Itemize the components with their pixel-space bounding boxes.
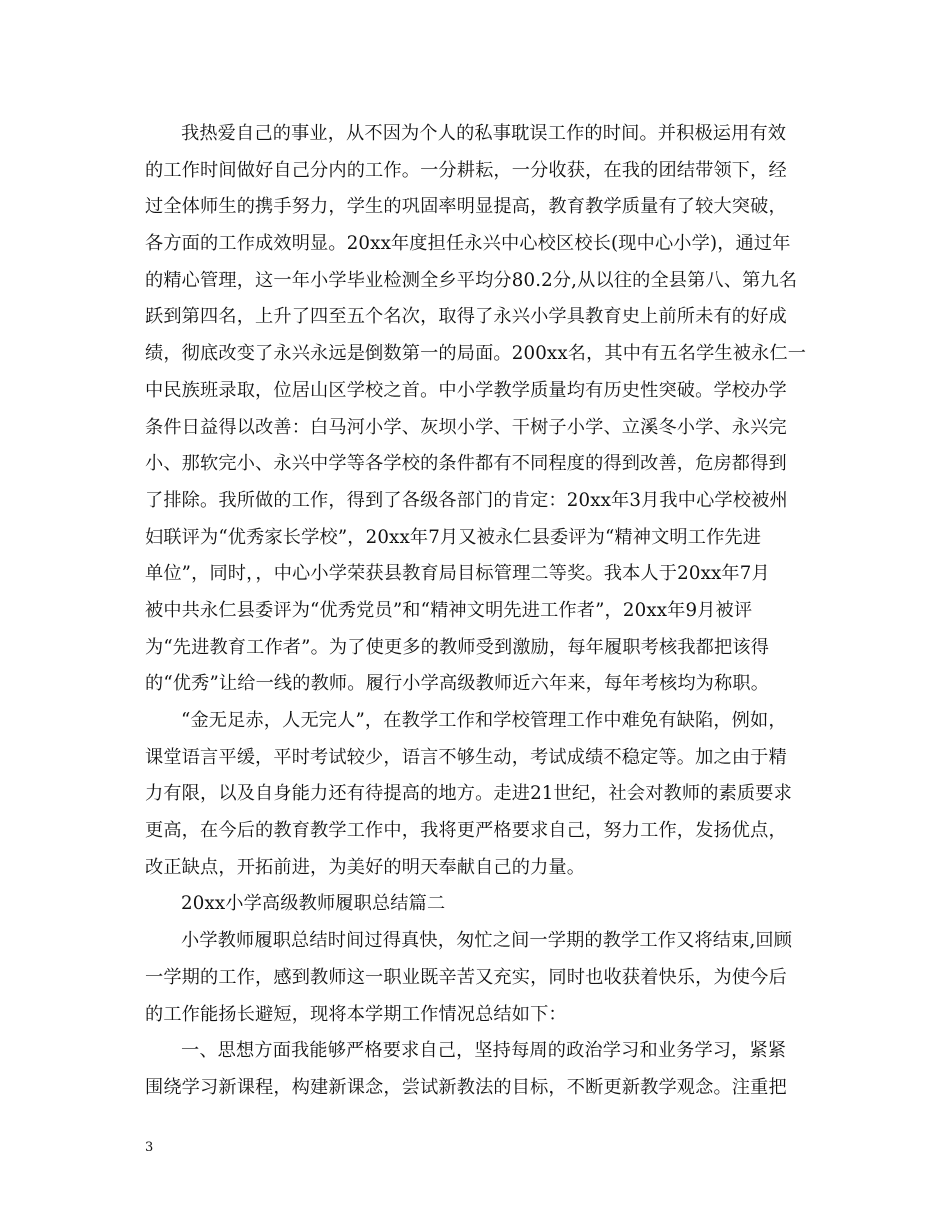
text-line: 为“先进教育工作者”。为了使更多的教师受到激励，每年履职考核我都把该得 bbox=[145, 636, 770, 658]
text-line: “金无足赤，人无完人”，在教学工作和学校管理工作中难免有缺陷，例如， bbox=[181, 710, 787, 731]
text-line: 的工作能扬长避短，现将本学期工作情况总结如下： bbox=[145, 1003, 567, 1025]
text-line: 小学教师履职总结时间过得真快，匆忙之间一学期的教学工作又将结束,回顾 bbox=[181, 930, 793, 952]
text-line: 的“优秀”让给一线的教师。履行小学高级教师近六年来，每年考核均为称职。 bbox=[145, 673, 770, 695]
text-line: 课堂语言平缓，平时考试较少，语言不够生动，考试成绩不稳定等。加之由于精 bbox=[145, 746, 787, 768]
paragraph bbox=[145, 116, 813, 703]
text-line: 妇联评为“优秀家长学校”，20xx年7月又被永仁县委评为“精神文明工作先进 bbox=[145, 526, 762, 548]
paragraph bbox=[145, 1033, 813, 1106]
text-line: 20xx小学高级教师履职总结篇二 bbox=[181, 893, 446, 915]
text-line: 各方面的工作成效明显。20xx年度担任永兴中心校区校长(现中心小学)，通过年 bbox=[145, 233, 791, 255]
paragraph bbox=[145, 703, 813, 886]
text-line: 的工作时间做好自己分内的工作。一分耕耘，一分收获，在我的团结带领下，经 bbox=[145, 159, 787, 181]
paragraph bbox=[145, 923, 813, 1033]
text-line: 过全体师生的携手努力，学生的巩固率明显提高，教育教学质量有了较大突破， bbox=[145, 196, 787, 218]
text-line: 围绕学习新课程，构建新课念，尝试新教法的目标，不断更新教学观念。注重把 bbox=[145, 1076, 787, 1098]
paragraph bbox=[145, 886, 813, 923]
text-line: 单位”，同时，，中心小学荣获县教育局目标管理二等奖。我本人于20xx年7月 bbox=[145, 563, 770, 585]
text-line: 绩，彻底改变了永兴永远是倒数第一的局面。200xx名，其中有五名学生被永仁一 bbox=[145, 343, 807, 365]
text-line: 的精心管理，这一年小学毕业检测全乡平均分80.2分,从以往的全县第八、第九名 bbox=[145, 269, 798, 291]
text-line: 我热爱自己的事业，从不因为个人的私事耽误工作的时间。并积极运用有效 bbox=[181, 123, 787, 144]
text-line: 了排除。我所做的工作，得到了各级各部门的肯定：20xx年3月我中心学校被州 bbox=[145, 489, 788, 511]
text-line: 跃到第四名，上升了四至五个名次，取得了永兴小学具教育史上前所未有的好成 bbox=[145, 306, 787, 328]
text-line: 改正缺点，开拓前进，为美好的明天奉献自己的力量。 bbox=[145, 856, 586, 878]
text-line: 小、那软完小、永兴中学等各学校的条件都有不同程度的得到改善，危房都得到 bbox=[145, 453, 787, 475]
text-line: 中民族班录取，位居山区学校之首。中小学教学质量均有历史性突破。学校办学 bbox=[145, 379, 787, 401]
text-line: 更高，在今后的教育教学工作中，我将更严格要求自己，努力工作，发扬优点， bbox=[145, 820, 787, 842]
text-line: 被中共永仁县委评为“优秀党员”和“精神文明先进工作者”，20xx年9月被评 bbox=[145, 599, 753, 621]
page-number: 3 bbox=[145, 1140, 154, 1155]
document-body bbox=[145, 116, 813, 1107]
text-line: 一、思想方面我能够严格要求自己，坚持每周的政治学习和业务学习，紧紧 bbox=[181, 1040, 787, 1062]
text-line: 一学期的工作，感到教师这一职业既辛苦又充实，同时也收获着快乐，为使今后 bbox=[145, 966, 787, 988]
text-line: 条件日益得以改善：白马河小学、灰坝小学、干树子小学、立溪冬小学、永兴完 bbox=[145, 416, 787, 438]
text-line: 力有限，以及自身能力还有待提高的地方。走进21世纪，社会对教师的素质要求 bbox=[145, 783, 792, 805]
